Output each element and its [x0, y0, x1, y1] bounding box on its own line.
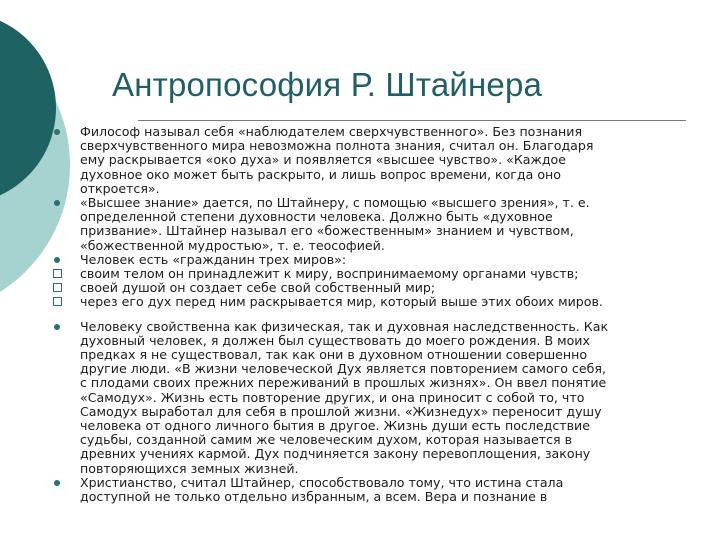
slide-title: Антропософия Р. Штайнера: [112, 66, 543, 103]
bullet-icon: [54, 257, 60, 263]
list-item: [52, 295, 700, 309]
bullet-icon: [54, 480, 60, 486]
list-item: [52, 125, 700, 196]
list-item-text: своим телом он принадлежит к миру, воспринимаемому органами чувств;: [80, 266, 579, 282]
list-item-text: «Высшее знание» дается, по Штайнеру, с помощью «высшего зрения», т. е. определенной степени духовности человека. Должно быть «духовное призвание». Штайнер называл его «божественным» знанием и чувством, «божественной мудростью», т. е. теософией.: [80, 195, 590, 253]
list-item: [52, 281, 700, 295]
bullet-icon: [54, 129, 60, 135]
list-item-text: Философ называл себя «наблюдателем сверхчувственного». Без познания сверхчувственного мира невозможна полнота знания, считал он. Благодаря ему раскрывается «око духа» и появляется «высшее чувство». «Каждое духовное око может быть раскрыто, и лишь вопрос времени, когда оно откроется».: [80, 124, 594, 196]
list-item: [52, 196, 700, 253]
list-item: [52, 476, 700, 504]
square-bullet-icon: [53, 283, 62, 292]
list-item-text: своей душой он создает себе свой собственный мир;: [80, 280, 436, 296]
slide-body: [52, 125, 700, 504]
list-item-text: Человек есть «гражданин трех миров»:: [80, 251, 347, 267]
list-item-text: Христианство, считал Штайнер, способствовало тому, что истина стала доступной не только отдельно избранным, а всем. Вера и познание в: [80, 474, 564, 505]
list-item: [52, 267, 700, 281]
bullet-icon: [54, 324, 60, 330]
list-item: [52, 320, 700, 476]
title-divider: [138, 120, 686, 121]
list-item: [52, 253, 700, 267]
square-bullet-icon: [53, 297, 62, 306]
square-bullet-icon: [53, 269, 62, 278]
list-item-text: через его дух перед ним раскрывается мир, который выше этих обоих миров.: [80, 294, 603, 310]
bullet-icon: [54, 200, 60, 206]
list-item-text: Человеку свойственна как физическая, так и духовная наследственность. Как духовный человек, я должен был существовать до моего рождения. В моих предках я не существовал, так как они в духовном отношении совершенно другие люди. «В жизни человеческой Дух является повторением самого себя, с плодами своих прежних переживаний в прошлых жизнях». Он ввел понятие «Самодух». Жизнь есть повторение других, и она приносит с собой то, что Самодух выработал для себя в прошлой жизни. «Жизнедух» переносит душу человека от одного личного бытия в другое. Жизнь души есть последствие судьбы, созданной самим же человеческим духом, которая называется в древних учениях кармой. Дух подчиняется закону перевоплощения, закону повторяющихся земных жизней.: [80, 318, 609, 476]
